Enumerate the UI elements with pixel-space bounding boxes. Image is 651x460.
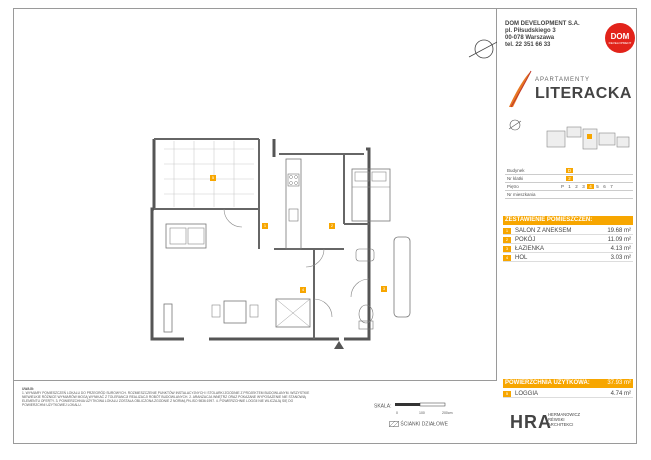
room-name: POKÓJ — [515, 237, 536, 243]
dom-logo — [605, 23, 635, 53]
info-cell: 5 — [596, 184, 599, 189]
brand-logo — [505, 69, 630, 109]
architect-line3: ARCHITEKCI — [548, 422, 574, 427]
location-map — [505, 117, 633, 157]
info-label: Nr mieszkania — [507, 192, 536, 197]
room-area: 4.13 m² — [610, 246, 631, 252]
room-name: HOL — [515, 255, 528, 261]
info-row-floor — [505, 183, 633, 191]
scale-tick-0: 0 — [396, 411, 398, 415]
partition-walls-label: ŚCIANKI DZIAŁOWE — [400, 421, 448, 428]
room-label-pokoj: 2 — [330, 223, 334, 228]
room-name: ŁAZIENKA — [515, 246, 545, 252]
room-area: 19.68 m² — [607, 228, 631, 234]
brand-top: APARTAMENTY — [535, 77, 591, 83]
notes-text: 1. WYMIARY POMIESZCZEŃ LOKALU DO PRZEGRÓD SUROWYCH. ROZMIESZCZENIE PUNKTÓW INSTALACYJNYCH I STOLARKI ZGODNIE Z PROJEKTEM BUDOWLANYM. WSZYSTKIE NIEWIELKIE RÓŻNICE WYMIARÓW MOGĄ WYNIKAĆ Z TOLERANCJI REALIZACJI ROBÓT BUDOWLANYCH. 2. ARANŻACJA WNĘTRZ ORAZ POKAZANE WYPOSAŻENIE NIE STANOWIĄ ELEMENTU OFERTY. 3. POWIERZCHNIA UŻYTKOWA LOKALU ZOSTAŁA OBLICZONA ZGODNIE Z NORMĄ PN-ISO 9836:1997. 4. POWIERZCHNIE LOGGII NIE WLICZAJĄ SIĘ DO POWIERZCHNI UŻYTKOWEJ LOKALU. — [22, 391, 310, 407]
scale-bar — [374, 401, 453, 415]
company-info — [505, 21, 580, 49]
loggia-row — [503, 390, 633, 398]
architect-name — [548, 412, 580, 427]
info-cell: 7 — [610, 184, 613, 189]
info-label: Nr klatki — [507, 176, 524, 181]
room-label-salon: 1 — [263, 223, 267, 228]
hatch-icon — [389, 421, 399, 427]
info-cell: 6 — [603, 184, 606, 189]
room-label-loggia: 5 — [211, 175, 215, 180]
legend-area — [14, 381, 497, 443]
dom-logo-text: DOM — [610, 32, 630, 41]
floor-plan-drawing — [14, 9, 497, 381]
info-cell: 2 — [575, 184, 578, 189]
architect-logo: HRA — [510, 412, 552, 432]
info-cell-selected: D — [567, 168, 572, 173]
floor-plan — [14, 9, 497, 381]
room-area: 4.74 m² — [610, 391, 631, 397]
room-name: SALON Z ANEKSEM — [515, 228, 572, 234]
info-label: Piętro — [507, 184, 519, 189]
room-area: 3.03 m² — [610, 255, 631, 261]
floor-plan-sheet — [13, 8, 637, 444]
room-number: 3 — [503, 246, 511, 252]
scale-bar-drawing — [393, 401, 453, 411]
notes-label: UWAGI: — [22, 387, 35, 391]
partition-walls-legend — [389, 421, 448, 427]
info-cell: 1 — [568, 184, 571, 189]
room-area: 11.09 m² — [607, 237, 631, 243]
info-cell — [559, 176, 566, 181]
room-row — [503, 227, 633, 235]
company-name: DOM DEVELOPMENT S.A. — [505, 21, 580, 27]
info-row-building — [505, 167, 633, 175]
info-cell-selected: 4 — [587, 184, 594, 189]
apartment-info-table — [505, 167, 633, 199]
site-map-drawing — [505, 117, 633, 157]
total-area-bar — [503, 379, 633, 388]
room-row — [503, 245, 633, 253]
notes — [22, 387, 312, 407]
info-label: Budynek — [507, 168, 525, 173]
info-cell-selected: 2 — [566, 176, 573, 181]
company-phone: tel. 22 351 66 33 — [505, 42, 551, 48]
scale-tick-2: 200cm — [442, 411, 453, 415]
info-panel — [497, 9, 636, 443]
info-row-staircase — [505, 175, 633, 183]
scale-tick-1: 100 — [419, 411, 425, 415]
info-cell — [559, 168, 566, 173]
room-row — [503, 236, 633, 244]
info-row-apartment-no — [505, 191, 633, 199]
brand-main: LITERACKA — [535, 85, 632, 102]
room-number: 5 — [503, 391, 511, 397]
rooms-title: ZESTAWIENIE POMIESZCZEŃ: — [503, 216, 633, 225]
room-label-hol: 4 — [301, 287, 305, 292]
total-area-label: POWIERZCHNIA UŻYTKOWA: — [505, 380, 590, 386]
room-name: LOGGIA — [515, 391, 539, 397]
architect-line1: HERMANOWICZ — [548, 412, 581, 417]
room-number: 2 — [503, 237, 511, 243]
dom-logo-sub: DEVELOPMENT — [608, 41, 632, 45]
total-area-value: 37.93 m² — [607, 380, 631, 386]
company-address1: pl. Piłsudskiego 3 — [505, 28, 556, 34]
info-cell: P — [560, 184, 564, 189]
architect-line2: RÉWSKI — [548, 417, 565, 422]
room-row — [503, 254, 633, 262]
room-label-lazienka: 3 — [382, 286, 386, 291]
info-cell: 3 — [582, 184, 585, 189]
feather-icon — [505, 69, 533, 109]
company-address2: 00-078 Warszawa — [505, 35, 555, 41]
room-number: 4 — [503, 255, 511, 261]
room-number: 1 — [503, 228, 511, 234]
scale-label: SKALA: — [374, 403, 392, 410]
